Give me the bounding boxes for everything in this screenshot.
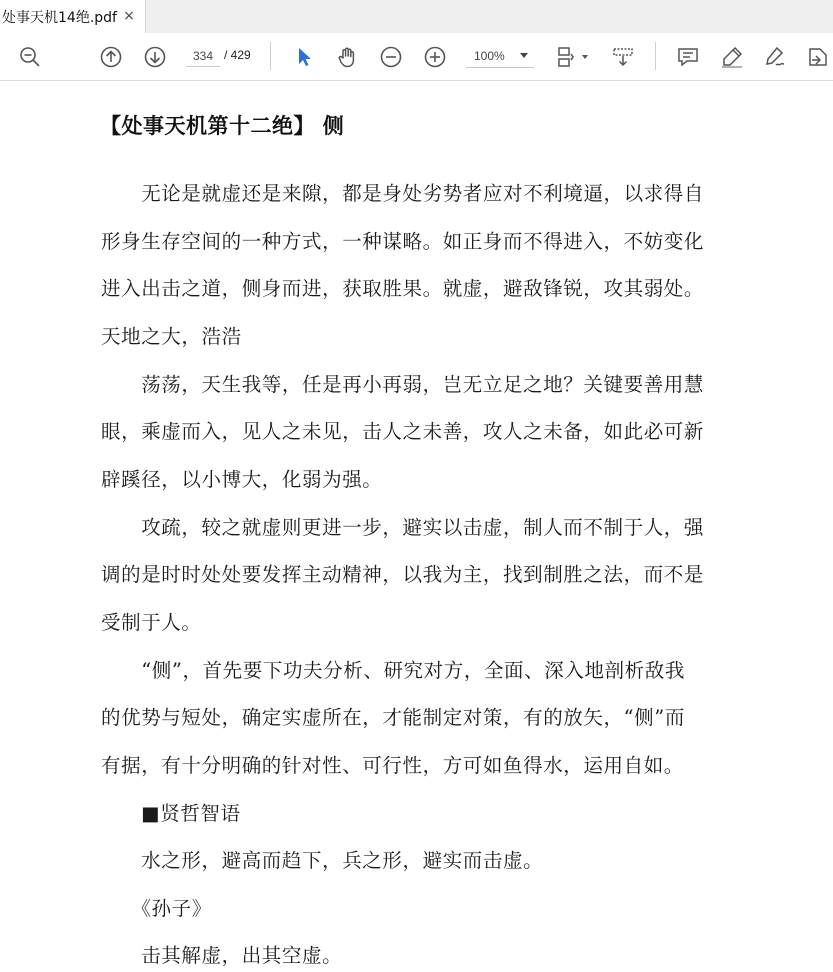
share-tag-icon[interactable] xyxy=(804,43,832,71)
fit-page-icon[interactable] xyxy=(552,43,580,71)
close-icon[interactable]: × xyxy=(123,8,135,24)
toolbar xyxy=(0,33,833,81)
toolbar-divider xyxy=(270,42,271,70)
text-line: 形身生存空间的一种方式，一种谋略。如正身而不得进入，不妨变化 xyxy=(101,230,705,253)
text-line: 击其解虚，出其空虚。 xyxy=(101,944,343,967)
sign-icon[interactable] xyxy=(761,43,789,71)
tab-title: 处事天机14绝.pdf xyxy=(2,9,117,26)
prev-page-icon[interactable] xyxy=(97,43,125,71)
pdf-page xyxy=(0,82,833,972)
scroll-mode-icon[interactable] xyxy=(609,43,637,71)
text-line: 进入出击之道，侧身而进，获取胜果。就虚，避敌锋锐，攻其弱处。 xyxy=(101,277,705,300)
page-title: 【处事天机第十二绝】 侧 xyxy=(100,114,345,138)
text-line: 辟蹊径，以小博大，化弱为强。 xyxy=(101,468,383,491)
text-line: “侧”，首先要下功夫分析、研究对方，全面、深入地剖析敌我 xyxy=(101,659,685,682)
zoom-out-tool-icon[interactable] xyxy=(16,43,44,71)
text-line: 受制于人。 xyxy=(101,611,202,634)
zoom-minus-icon[interactable] xyxy=(377,43,405,71)
text-line: ■贤哲智语 xyxy=(101,802,241,825)
document-tab[interactable] xyxy=(0,0,146,33)
chevron-down-icon xyxy=(520,53,528,58)
zoom-plus-icon[interactable] xyxy=(421,43,449,71)
toolbar-divider xyxy=(655,42,656,70)
text-line: 调的是时时处处要发挥主动精神，以我为主，找到制胜之法，而不是 xyxy=(101,563,705,586)
hand-tool-icon[interactable] xyxy=(333,43,361,71)
text-line: 荡荡，天生我等，任是再小再弱，岂无立足之地？关键要善用慧 xyxy=(101,373,705,396)
page-number-input[interactable] xyxy=(186,45,220,67)
zoom-select[interactable] xyxy=(466,44,534,68)
text-line: 无论是就虚还是来隙，都是身处劣势者应对不利境逼，以求得自 xyxy=(101,182,705,205)
next-page-icon[interactable] xyxy=(141,43,169,71)
comment-icon[interactable] xyxy=(674,43,702,71)
text-line: 天地之大，浩浩 xyxy=(101,325,242,348)
text-line: 攻疏，较之就虚则更进一步，避实以击虚，制人而不制于人，强 xyxy=(101,516,705,539)
text-line: 《孙子》 xyxy=(101,897,212,920)
select-cursor-icon[interactable] xyxy=(290,43,318,71)
text-line: 的优势与短处，确定实虚所在，才能制定对策，有的放矢，“侧”而 xyxy=(101,706,685,729)
text-line: 有据，有十分明确的针对性、可行性，方可如鱼得水，运用自如。 xyxy=(101,754,684,777)
page-total: / 429 xyxy=(224,48,251,62)
text-line: 眼，乘虚而入，见人之未见，击人之未善，攻人之未备，如此必可新 xyxy=(101,420,705,443)
text-line: 水之形，避高而趋下，兵之形，避实而击虚。 xyxy=(101,849,544,872)
highlight-pen-icon[interactable] xyxy=(718,43,746,71)
fit-chevron-down-icon[interactable] xyxy=(582,55,588,59)
tab-bar xyxy=(0,0,833,33)
zoom-value: 100% xyxy=(474,48,505,63)
